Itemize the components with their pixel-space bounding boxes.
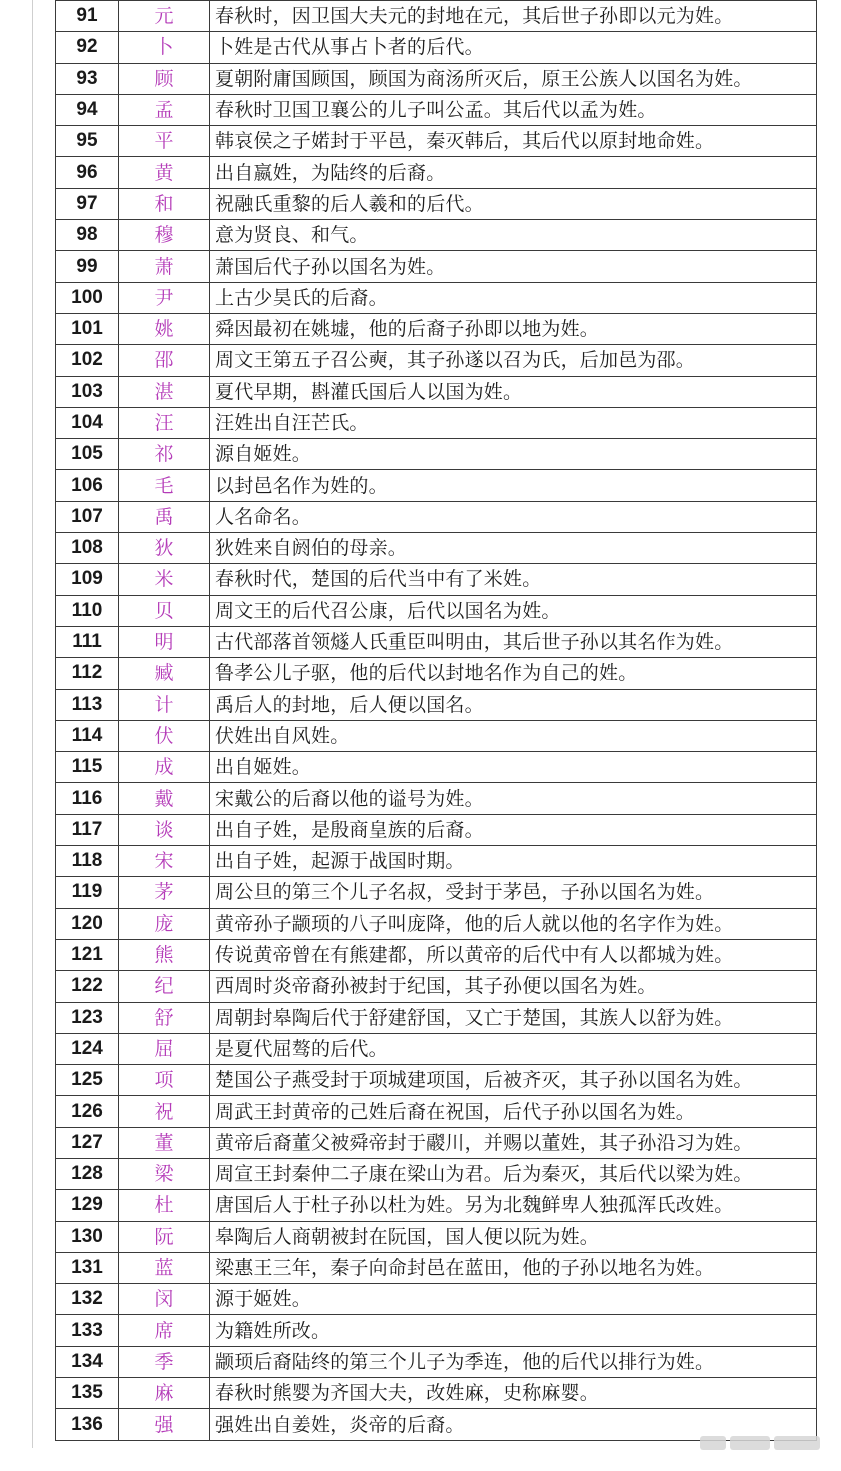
surname-cell: 汪 xyxy=(119,407,210,438)
row-number-cell: 102 xyxy=(56,345,119,376)
row-number-cell: 91 xyxy=(56,1,119,32)
row-number-cell: 128 xyxy=(56,1158,119,1189)
table-row xyxy=(56,470,817,501)
surname-cell: 梁 xyxy=(119,1158,210,1189)
origin-description-cell: 出自子姓，起源于战国时期。 xyxy=(210,846,817,877)
row-number-cell: 125 xyxy=(56,1065,119,1096)
row-number-cell: 108 xyxy=(56,533,119,564)
origin-description-cell: 卜姓是古代从事占卜者的后代。 xyxy=(210,32,817,63)
watermark-logo xyxy=(700,1436,820,1450)
origin-description-cell: 出自姬姓。 xyxy=(210,752,817,783)
row-number-cell: 100 xyxy=(56,282,119,313)
row-number-cell: 105 xyxy=(56,439,119,470)
table-row xyxy=(56,1,817,32)
origin-description-cell: 春秋时代，楚国的后代当中有了米姓。 xyxy=(210,564,817,595)
table-row xyxy=(56,908,817,939)
origin-description-cell: 萧国后代子孙以国名为姓。 xyxy=(210,251,817,282)
table-row xyxy=(56,783,817,814)
table-row xyxy=(56,282,817,313)
surname-cell: 董 xyxy=(119,1127,210,1158)
origin-description-cell: 黄帝孙子颛顼的八子叫庞降，他的后人就以他的名字作为姓。 xyxy=(210,908,817,939)
surname-cell: 毛 xyxy=(119,470,210,501)
surname-cell: 项 xyxy=(119,1065,210,1096)
table-row xyxy=(56,220,817,251)
origin-description-cell: 夏代早期，斟灌氏国后人以国为姓。 xyxy=(210,376,817,407)
origin-description-cell: 禹后人的封地，后人便以国名。 xyxy=(210,689,817,720)
row-number-cell: 97 xyxy=(56,188,119,219)
row-number-cell: 124 xyxy=(56,1033,119,1064)
row-number-cell: 98 xyxy=(56,220,119,251)
surname-cell: 茅 xyxy=(119,877,210,908)
table-row xyxy=(56,407,817,438)
row-number-cell: 135 xyxy=(56,1378,119,1409)
origin-description-cell: 颛顼后裔陆终的第三个儿子为季连，他的后代以排行为姓。 xyxy=(210,1346,817,1377)
surname-cell: 季 xyxy=(119,1346,210,1377)
table-row xyxy=(56,188,817,219)
table-row xyxy=(56,126,817,157)
surname-cell: 黄 xyxy=(119,157,210,188)
surname-cell: 湛 xyxy=(119,376,210,407)
origin-description-cell: 周宣王封秦仲二子康在梁山为君。后为秦灭，其后代以梁为姓。 xyxy=(210,1158,817,1189)
table-row xyxy=(56,814,817,845)
surname-cell: 臧 xyxy=(119,658,210,689)
table-row xyxy=(56,94,817,125)
surname-cell: 纪 xyxy=(119,971,210,1002)
origin-description-cell: 狄姓来自阏伯的母亲。 xyxy=(210,533,817,564)
surname-cell: 米 xyxy=(119,564,210,595)
origin-description-cell: 夏朝附庸国顾国，顾国为商汤所灭后，原王公族人以国名为姓。 xyxy=(210,63,817,94)
surname-cell: 计 xyxy=(119,689,210,720)
surname-cell: 明 xyxy=(119,626,210,657)
surname-cell: 姚 xyxy=(119,313,210,344)
table-row xyxy=(56,1378,817,1409)
row-number-cell: 101 xyxy=(56,313,119,344)
origin-description-cell: 汪姓出自汪芒氏。 xyxy=(210,407,817,438)
table-row xyxy=(56,1096,817,1127)
page-left-margin-line xyxy=(32,0,33,1448)
table-row xyxy=(56,376,817,407)
row-number-cell: 120 xyxy=(56,908,119,939)
row-number-cell: 116 xyxy=(56,783,119,814)
row-number-cell: 136 xyxy=(56,1409,119,1440)
table-row xyxy=(56,1252,817,1283)
origin-description-cell: 梁惠王三年，秦子向命封邑在蓝田，他的子孙以地名为姓。 xyxy=(210,1252,817,1283)
table-row xyxy=(56,63,817,94)
table-row xyxy=(56,1033,817,1064)
surname-cell: 卜 xyxy=(119,32,210,63)
row-number-cell: 134 xyxy=(56,1346,119,1377)
origin-description-cell: 鲁孝公儿子驱，他的后代以封地名作为自己的姓。 xyxy=(210,658,817,689)
table-body xyxy=(56,1,817,1441)
surname-cell: 阮 xyxy=(119,1221,210,1252)
row-number-cell: 106 xyxy=(56,470,119,501)
row-number-cell: 112 xyxy=(56,658,119,689)
origin-description-cell: 为籍姓所改。 xyxy=(210,1315,817,1346)
surname-cell: 强 xyxy=(119,1409,210,1440)
surname-cell: 贝 xyxy=(119,595,210,626)
origin-description-cell: 周文王的后代召公康，后代以国名为姓。 xyxy=(210,595,817,626)
table-row xyxy=(56,1284,817,1315)
origin-description-cell: 意为贤良、和气。 xyxy=(210,220,817,251)
origin-description-cell: 出自嬴姓，为陆终的后裔。 xyxy=(210,157,817,188)
surname-cell: 萧 xyxy=(119,251,210,282)
origin-description-cell: 春秋时熊婴为齐国大夫，改姓麻，史称麻婴。 xyxy=(210,1378,817,1409)
table-row xyxy=(56,846,817,877)
surname-cell: 谈 xyxy=(119,814,210,845)
row-number-cell: 113 xyxy=(56,689,119,720)
surname-cell: 禹 xyxy=(119,501,210,532)
row-number-cell: 122 xyxy=(56,971,119,1002)
row-number-cell: 132 xyxy=(56,1284,119,1315)
origin-description-cell: 源自姬姓。 xyxy=(210,439,817,470)
table-row xyxy=(56,1190,817,1221)
table-row xyxy=(56,157,817,188)
table-row xyxy=(56,439,817,470)
table-row xyxy=(56,1315,817,1346)
origin-description-cell: 周朝封皋陶后代于舒建舒国，又亡于楚国，其族人以舒为姓。 xyxy=(210,1002,817,1033)
surname-cell: 戴 xyxy=(119,783,210,814)
table-row xyxy=(56,533,817,564)
table-row xyxy=(56,32,817,63)
row-number-cell: 111 xyxy=(56,626,119,657)
origin-description-cell: 周武王封黄帝的己姓后裔在祝国，后代子孙以国名为姓。 xyxy=(210,1096,817,1127)
surname-cell: 席 xyxy=(119,1315,210,1346)
surname-cell: 元 xyxy=(119,1,210,32)
row-number-cell: 104 xyxy=(56,407,119,438)
surname-cell: 麻 xyxy=(119,1378,210,1409)
origin-description-cell: 人名命名。 xyxy=(210,501,817,532)
table-row xyxy=(56,1065,817,1096)
row-number-cell: 110 xyxy=(56,595,119,626)
origin-description-cell: 祝融氏重黎的后人羲和的后代。 xyxy=(210,188,817,219)
surname-cell: 祁 xyxy=(119,439,210,470)
origin-description-cell: 源于姬姓。 xyxy=(210,1284,817,1315)
row-number-cell: 107 xyxy=(56,501,119,532)
origin-description-cell: 古代部落首领燧人氏重臣叫明由，其后世子孙以其名作为姓。 xyxy=(210,626,817,657)
surname-cell: 穆 xyxy=(119,220,210,251)
table-row xyxy=(56,689,817,720)
surname-origin-table xyxy=(55,0,817,1441)
origin-description-cell: 春秋时卫国卫襄公的儿子叫公孟。其后代以孟为姓。 xyxy=(210,94,817,125)
origin-description-cell: 以封邑名作为姓的。 xyxy=(210,470,817,501)
row-number-cell: 93 xyxy=(56,63,119,94)
table-row xyxy=(56,251,817,282)
table-row xyxy=(56,1002,817,1033)
surname-cell: 伏 xyxy=(119,720,210,751)
row-number-cell: 96 xyxy=(56,157,119,188)
surname-cell: 和 xyxy=(119,188,210,219)
table-row xyxy=(56,564,817,595)
origin-description-cell: 是夏代屈骜的后代。 xyxy=(210,1033,817,1064)
surname-cell: 狄 xyxy=(119,533,210,564)
surname-cell: 宋 xyxy=(119,846,210,877)
row-number-cell: 117 xyxy=(56,814,119,845)
table-row xyxy=(56,877,817,908)
origin-description-cell: 韩哀侯之子婼封于平邑，秦灭韩后，其后代以原封地命姓。 xyxy=(210,126,817,157)
surname-cell: 闵 xyxy=(119,1284,210,1315)
row-number-cell: 115 xyxy=(56,752,119,783)
table-row xyxy=(56,501,817,532)
origin-description-cell: 楚国公子燕受封于项城建项国，后被齐灭，其子孙以国名为姓。 xyxy=(210,1065,817,1096)
origin-description-cell: 黄帝后裔董父被舜帝封于鬷川，并赐以董姓，其子孙沿习为姓。 xyxy=(210,1127,817,1158)
row-number-cell: 94 xyxy=(56,94,119,125)
origin-description-cell: 传说黄帝曾在有熊建都，所以黄帝的后代中有人以都城为姓。 xyxy=(210,939,817,970)
origin-description-cell: 上古少昊氏的后裔。 xyxy=(210,282,817,313)
table-row xyxy=(56,1346,817,1377)
table-row xyxy=(56,720,817,751)
row-number-cell: 121 xyxy=(56,939,119,970)
row-number-cell: 126 xyxy=(56,1096,119,1127)
table-row xyxy=(56,1158,817,1189)
row-number-cell: 114 xyxy=(56,720,119,751)
row-number-cell: 129 xyxy=(56,1190,119,1221)
origin-description-cell: 皋陶后人商朝被封在阮国，国人便以阮为姓。 xyxy=(210,1221,817,1252)
row-number-cell: 118 xyxy=(56,846,119,877)
table-row xyxy=(56,313,817,344)
surname-cell: 成 xyxy=(119,752,210,783)
row-number-cell: 131 xyxy=(56,1252,119,1283)
origin-description-cell: 宋戴公的后裔以他的谥号为姓。 xyxy=(210,783,817,814)
surname-cell: 蓝 xyxy=(119,1252,210,1283)
row-number-cell: 119 xyxy=(56,877,119,908)
table-row xyxy=(56,939,817,970)
origin-description-cell: 春秋时，因卫国大夫元的封地在元，其后世子孙即以元为姓。 xyxy=(210,1,817,32)
surname-cell: 舒 xyxy=(119,1002,210,1033)
row-number-cell: 95 xyxy=(56,126,119,157)
table-row xyxy=(56,595,817,626)
table-row xyxy=(56,626,817,657)
origin-description-cell: 周公旦的第三个儿子名叔，受封于茅邑，子孙以国名为姓。 xyxy=(210,877,817,908)
origin-description-cell: 西周时炎帝裔孙被封于纪国，其子孙便以国名为姓。 xyxy=(210,971,817,1002)
table-row xyxy=(56,658,817,689)
surname-cell: 杜 xyxy=(119,1190,210,1221)
surname-cell: 邵 xyxy=(119,345,210,376)
surname-cell: 祝 xyxy=(119,1096,210,1127)
origin-description-cell: 强姓出自姜姓，炎帝的后裔。 xyxy=(210,1409,817,1440)
row-number-cell: 130 xyxy=(56,1221,119,1252)
row-number-cell: 109 xyxy=(56,564,119,595)
origin-description-cell: 出自子姓，是殷商皇族的后裔。 xyxy=(210,814,817,845)
table-row xyxy=(56,1127,817,1158)
table-row xyxy=(56,971,817,1002)
origin-description-cell: 周文王第五子召公奭，其子孙遂以召为氏，后加邑为邵。 xyxy=(210,345,817,376)
surname-cell: 庞 xyxy=(119,908,210,939)
table-row xyxy=(56,1221,817,1252)
row-number-cell: 92 xyxy=(56,32,119,63)
row-number-cell: 133 xyxy=(56,1315,119,1346)
surname-cell: 尹 xyxy=(119,282,210,313)
origin-description-cell: 唐国后人于杜子孙以杜为姓。另为北魏鲜卑人独孤浑氏改姓。 xyxy=(210,1190,817,1221)
row-number-cell: 127 xyxy=(56,1127,119,1158)
row-number-cell: 103 xyxy=(56,376,119,407)
surname-cell: 平 xyxy=(119,126,210,157)
origin-description-cell: 伏姓出自风姓。 xyxy=(210,720,817,751)
surname-cell: 顾 xyxy=(119,63,210,94)
table-row xyxy=(56,752,817,783)
origin-description-cell: 舜因最初在姚墟，他的后裔子孙即以地为姓。 xyxy=(210,313,817,344)
row-number-cell: 123 xyxy=(56,1002,119,1033)
table-row xyxy=(56,345,817,376)
surname-cell: 熊 xyxy=(119,939,210,970)
surname-cell: 屈 xyxy=(119,1033,210,1064)
row-number-cell: 99 xyxy=(56,251,119,282)
surname-cell: 孟 xyxy=(119,94,210,125)
